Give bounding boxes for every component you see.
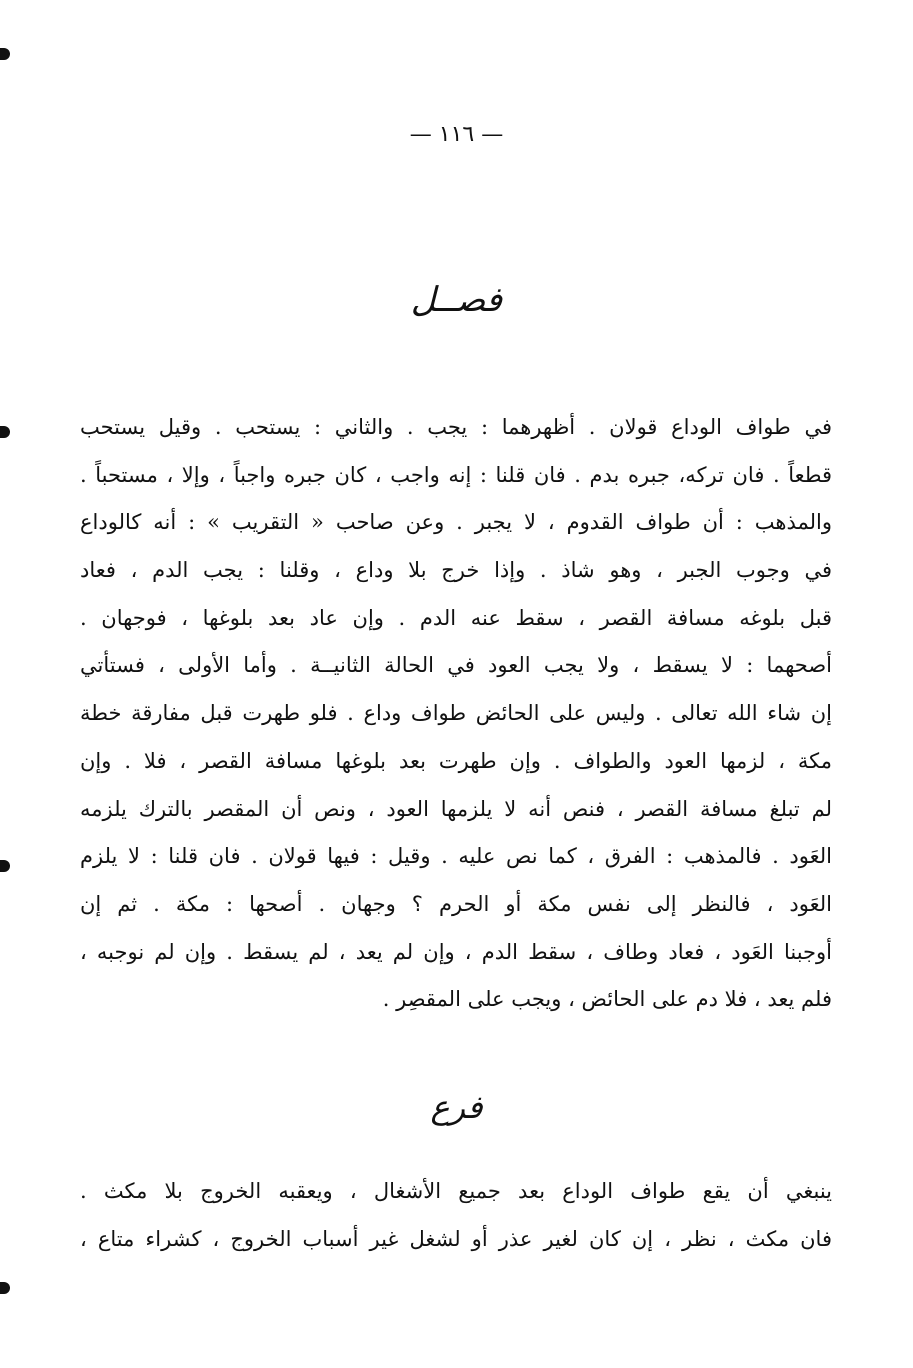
text-line: أوجبنا العَود ، فعاد وطاف ، سقط الدم ، وإن لم يعد ، لم يسقط . وإن لم نوجبه ،: [80, 939, 832, 964]
paragraph-1: [80, 404, 832, 1024]
text-line: قطعاً . فان تركه، جبره بدم . فان قلنا : إنه واجب ، كان جبره واجباً ، وإلا ، مستحباً .: [80, 462, 832, 487]
text-line: فان مكث ، نظر ، إن كان لغير عذر أو لشغل غير أسباب الخروج ، كشراء متاع ،: [80, 1226, 832, 1251]
text-line: فلم يعد ، فلا دم على الحائض ، ويجب على المقصِر .: [382, 987, 832, 1012]
margin-mark: [0, 48, 10, 60]
text-line: ينبغي أن يقع طواف الوداع بعد جميع الأشغال ، ويعقبه الخروج بلا مكث .: [80, 1179, 832, 1203]
text-line: والمذهب : أن طواف القدوم ، لا يجبر . وعن صاحب « التقريب » : أنه كالوداع: [80, 510, 832, 535]
text-line: أصحهما : لا يسقط ، ولا يجب العود في الحالة الثانيــة . وأما الأولى ، فستأتي: [80, 653, 832, 678]
text-line: العَود ، فالنظر إلى نفس مكة أو الحرم ؟ وجهان . أصحها : مكة . ثم إن: [80, 891, 832, 916]
paragraph-2: [80, 1168, 832, 1263]
text-line: مكة ، لزمها العود والطواف . وإن طهرت بعد بلوغها مسافة القصر ، فلا . وإن: [80, 748, 832, 773]
text-line: العَود . فالمذهب : الفرق ، كما نص عليه . وقيل : فيها قولان . فان قلنا : لا يلزم: [80, 844, 832, 869]
text-line: قبل بلوغه مسافة القصر ، سقط عنه الدم . وإن عاد بعد بلوغها ، فوجهان .: [80, 605, 832, 630]
text-line: في وجوب الجبر ، وهو شاذ . وإذا خرج بلا وداع ، وقلنا : يجب الدم ، فعاد: [80, 558, 832, 583]
section-title: فصــل: [410, 280, 503, 320]
subsection-title: فرع: [430, 1088, 483, 1126]
page-number: — ١١٦ —: [409, 122, 504, 147]
text-line: لم تبلغ مسافة القصر ، فنص أنه لا يلزمها العود ، ونص أن المقصر بالترك يلزمه: [80, 796, 832, 821]
text-line: إن شاء الله تعالى . وليس على الحائض طواف وداع . فلو طهرت قبل مفارقة خطة: [80, 701, 832, 726]
margin-mark: [0, 860, 10, 872]
text-line: في طواف الوداع قولان . أظهرهما : يجب . والثاني : يستحب . وقيل يستحب: [80, 415, 832, 439]
margin-mark: [0, 1282, 10, 1294]
margin-mark: [0, 426, 10, 438]
